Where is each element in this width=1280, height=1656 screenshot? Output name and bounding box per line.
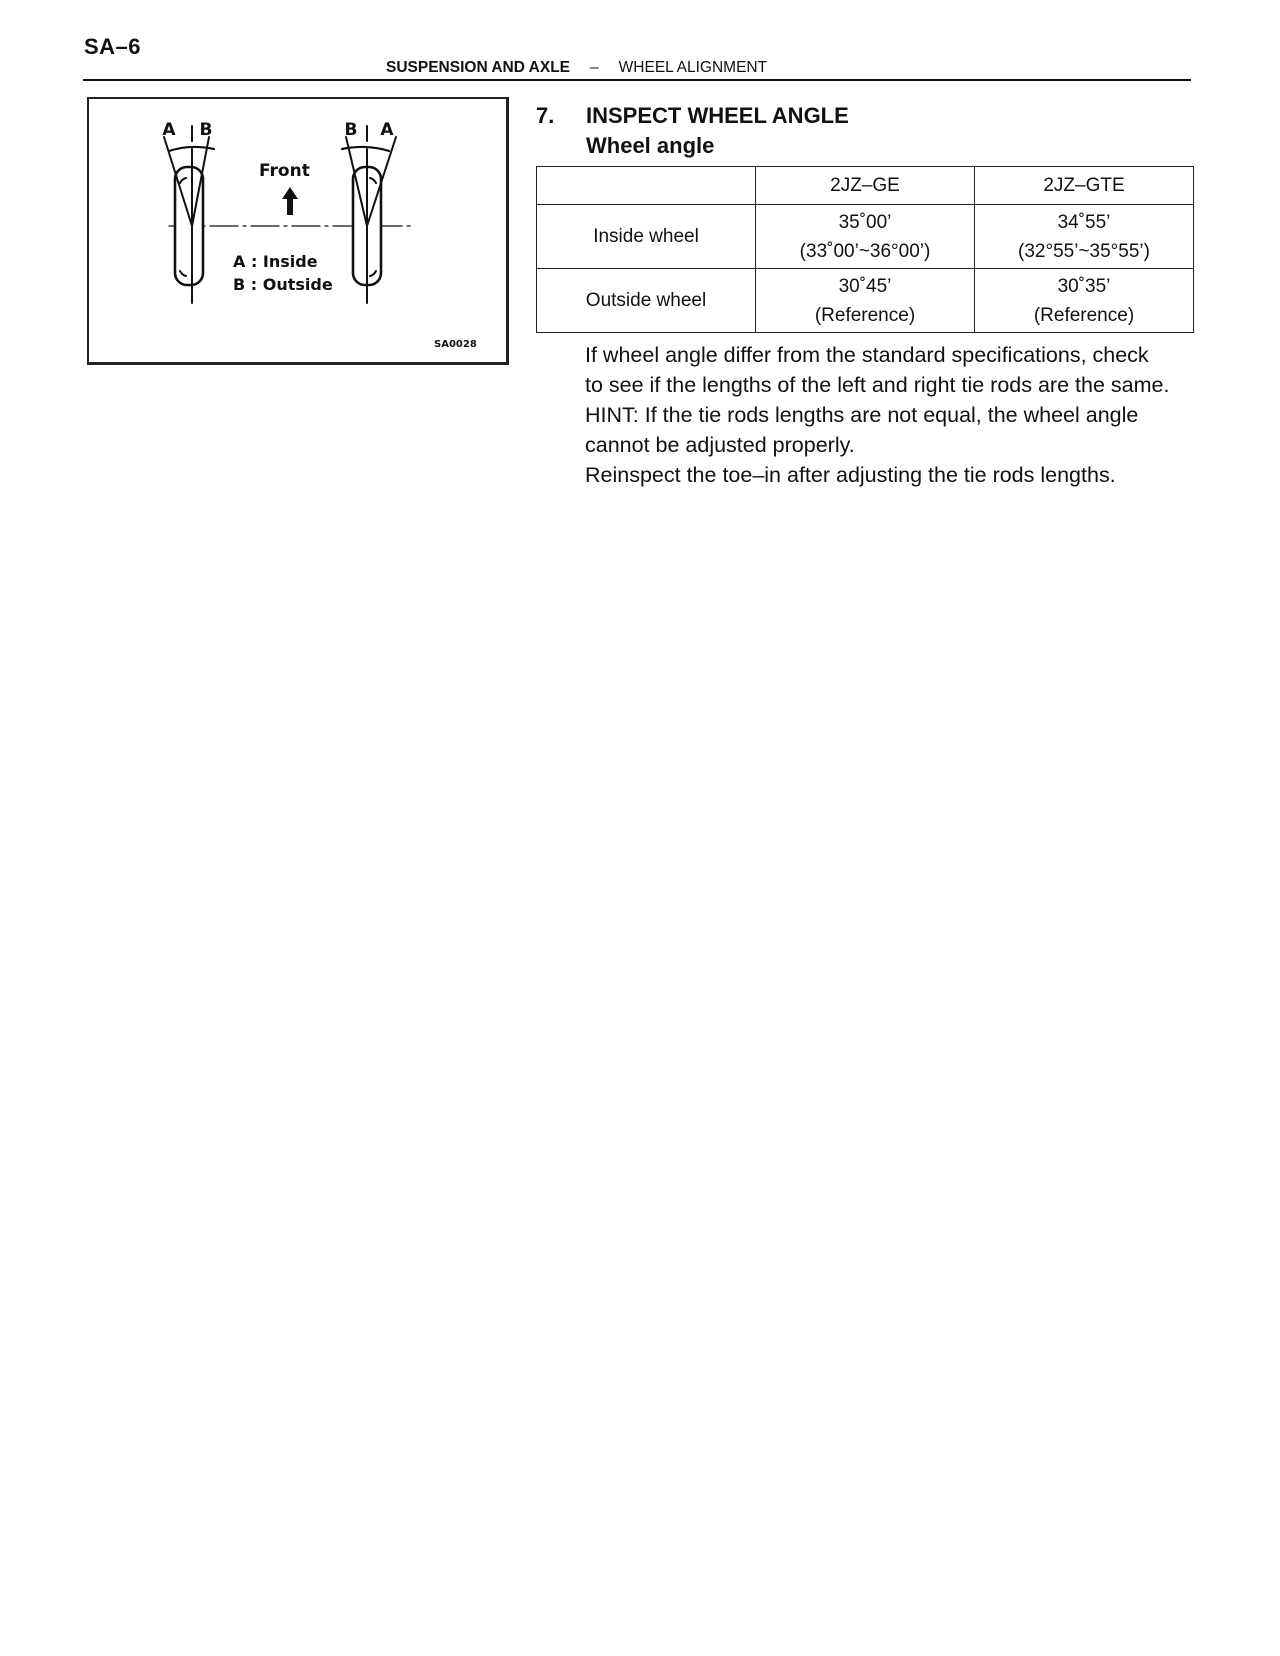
angle-range: (32°55’~35°55’) [1018,240,1150,262]
table-row [537,269,1194,333]
left-wheel [164,126,214,303]
value-cell [975,205,1194,269]
topic-title: WHEEL ALIGNMENT [618,59,768,76]
value-cell [756,205,975,269]
legend-inside: A : Inside [233,252,318,271]
legend-outside: B : Outside [233,275,333,294]
right-label-b: B [344,120,358,140]
angle-range: (33˚00’~36°00’) [799,240,931,262]
step-number: 7. [536,103,555,128]
wheel-angle-diagram [89,99,509,365]
angle-note: (Reference) [1033,304,1135,326]
table-header-row [537,167,1194,205]
header-rule [83,79,1191,81]
table-row [537,205,1194,269]
hint-line: cannot be adjusted properly. [585,433,855,457]
header-cell-blank [537,167,756,205]
angle-note: (Reference) [814,304,916,326]
wheel-angle-table [536,166,1194,333]
left-label-a: A [162,120,176,140]
running-header [386,59,767,77]
header-cell-2jz-ge: 2JZ–GE [756,167,975,205]
angle-value: 30˚45’ [838,275,892,297]
angle-value: 34˚55’ [1057,211,1111,233]
note-line: Reinspect the toe–in after adjusting the tie rods lengths. [585,463,1116,487]
hint-line: HINT: If the tie rods lengths are not equal, the wheel angle [585,403,1139,427]
value-cell [975,269,1194,333]
step-subtitle: Wheel angle [586,133,715,158]
angle-value: 30˚35’ [1057,275,1111,297]
inspection-notes [585,340,1194,490]
right-label-a: A [380,120,394,140]
figure-code: SA0028 [434,339,477,350]
header-cell-2jz-gte: 2JZ–GTE [975,167,1194,205]
header-separator: – [590,59,599,76]
row-label: Inside wheel [537,205,756,269]
wheel-angle-figure [87,97,509,365]
angle-value: 35˚00’ [838,211,892,233]
front-label: Front [259,161,310,181]
value-cell [756,269,975,333]
left-label-b: B [199,120,213,140]
front-arrow-icon [282,187,298,215]
step-title: INSPECT WHEEL ANGLE [586,103,849,128]
note-line: If wheel angle differ from the standard specifications, check [585,343,1149,367]
right-wheel [342,126,396,303]
section-title: SUSPENSION AND AXLE [386,59,571,76]
note-line: to see if the lengths of the left and right tie rods are the same. [585,373,1170,397]
page-number: SA–6 [84,34,142,59]
row-label: Outside wheel [537,269,756,333]
